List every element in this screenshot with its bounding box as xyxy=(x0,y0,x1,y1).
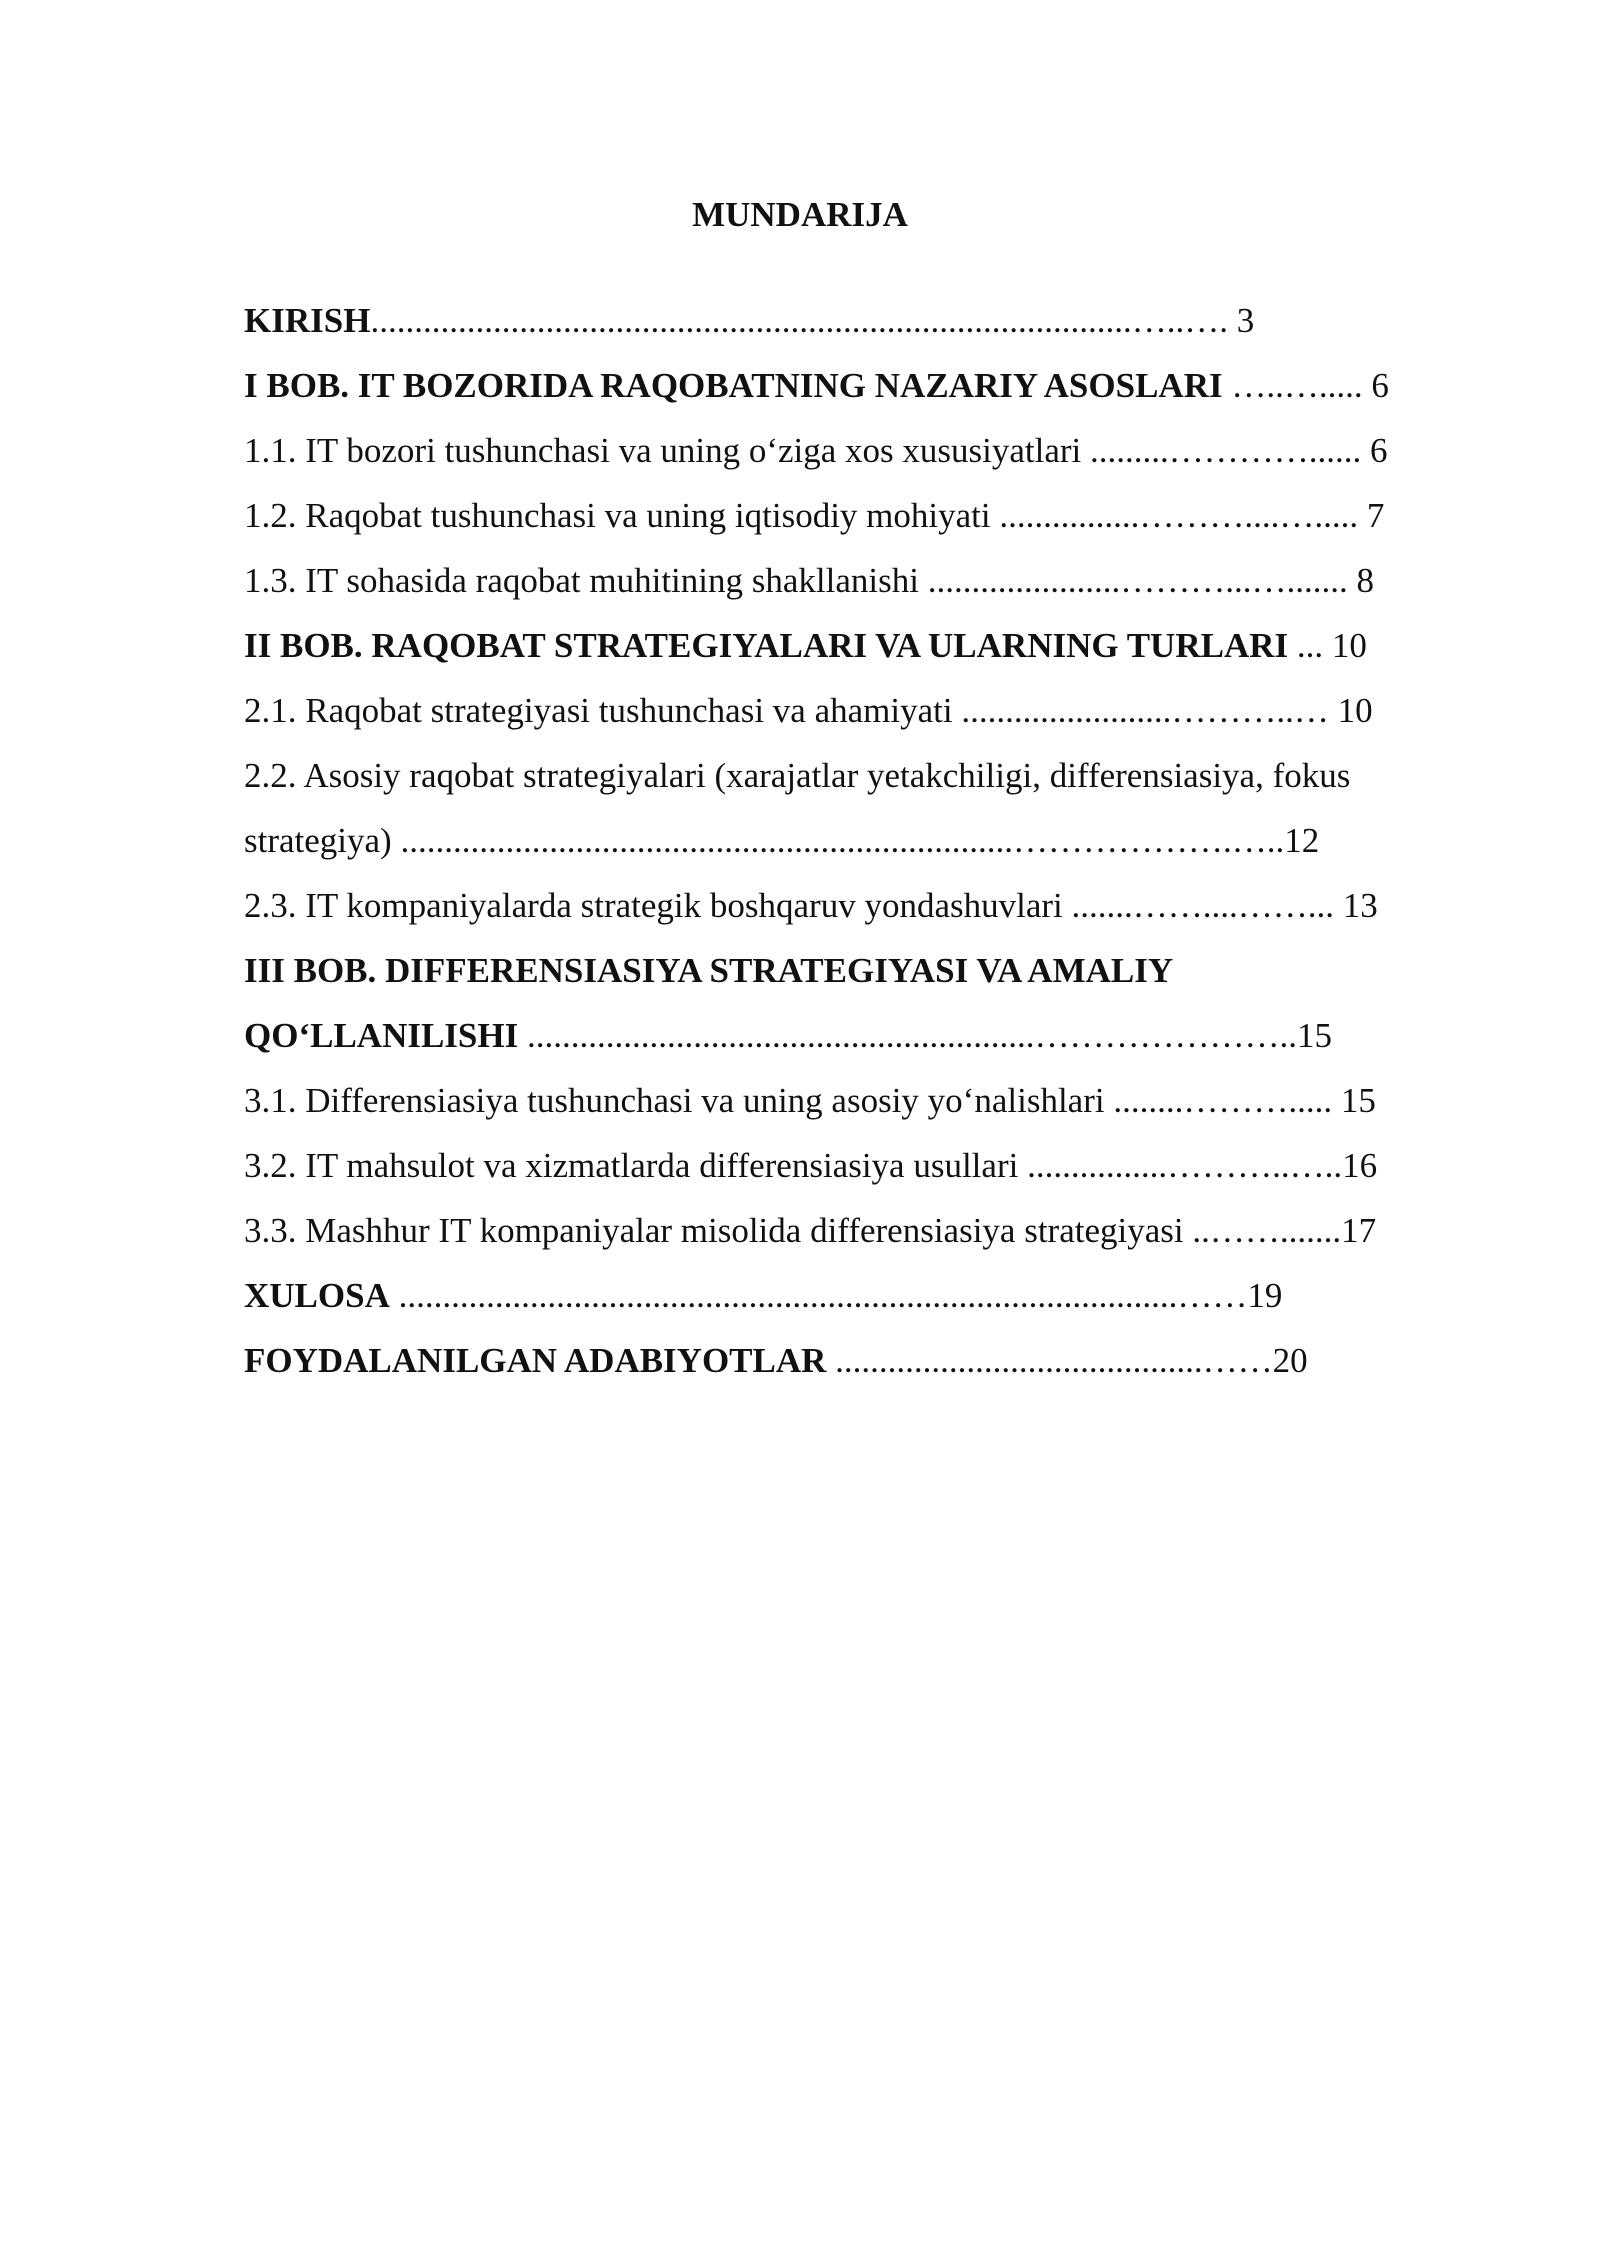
toc-entry-title: 2.2. Asosiy raqobat strategiyalari (xarajatlar yetakchiligi, differensiasiya, fokus xyxy=(244,756,1351,795)
toc-entry-page: 3 xyxy=(1236,301,1255,340)
toc-entry-title: III BOB. DIFFERENSIASIYA STRATEGIYASI VA AMALIY xyxy=(244,951,1174,990)
toc-entry-title: KIRISH xyxy=(244,301,371,340)
toc-entry-page: 8 xyxy=(1356,561,1374,600)
toc-entry-title: I BOB. IT BOZORIDA RAQOBATNING NAZARIY ASOSLARI xyxy=(244,366,1223,405)
toc-entry-page: 20 xyxy=(1272,1341,1308,1380)
toc-entry-title: FOYDALANILGAN ADABIYOTLAR xyxy=(244,1341,827,1380)
toc-entry-page: 6 xyxy=(1371,366,1389,405)
toc-entry-title-continued: QO‘LLANILISHI xyxy=(244,1016,519,1055)
toc-entry-leader: ................………....…..... xyxy=(990,496,1367,535)
toc-entry-page: 15 xyxy=(1297,1016,1332,1055)
toc-entry-leader: …..…..... xyxy=(1222,366,1372,405)
toc-entry-page: 13 xyxy=(1342,886,1378,925)
toc-entry-page: 10 xyxy=(1337,691,1373,730)
toc-entry-kirish xyxy=(244,288,1484,353)
toc-heading: MUNDARIJA xyxy=(692,195,908,234)
toc-entry-title: 1.1. IT bozori tushunchasi va uning o‘ziga xos xususiyatlari xyxy=(244,431,1082,470)
table-of-contents xyxy=(244,288,1484,1393)
toc-entry-leader: .........…………...... xyxy=(1081,431,1371,470)
toc-entry-title-continued: strategiya) xyxy=(244,821,392,860)
toc-entry-line xyxy=(244,808,1484,873)
toc-entry-leader: ..........................................................………………….. xyxy=(518,1016,1297,1055)
toc-entry-line xyxy=(244,1003,1484,1068)
toc-entry-3-2 xyxy=(244,1133,1484,1198)
toc-entry-leader: .........................................................................................…… xyxy=(389,1276,1248,1315)
toc-entry-1-1 xyxy=(244,418,1484,483)
toc-entry-leader: ........................………..… xyxy=(952,691,1338,730)
toc-entry-page: 10 xyxy=(1331,626,1367,665)
toc-entry-title: 3.2. IT mahsulot va xizmatlarda differensiasiya usullari xyxy=(244,1146,1019,1185)
toc-entry-title: II BOB. RAQOBAT STRATEGIYALARI VA ULARNING TURLARI xyxy=(244,626,1289,665)
toc-entry-1-3 xyxy=(244,548,1484,613)
toc-entry-xulosa xyxy=(244,1263,1484,1328)
toc-entry-title: 2.3. IT kompaniyalarda strategik boshqaruv yondashuvlari xyxy=(244,886,1063,925)
toc-entry-2-1 xyxy=(244,678,1484,743)
toc-entry-title: 2.1. Raqobat strategiyasi tushunchasi va ahamiyati xyxy=(244,691,953,730)
toc-entry-page: 19 xyxy=(1247,1276,1283,1315)
toc-entry-leader: ... xyxy=(1288,626,1332,665)
toc-entry-leader: .......................................................................................…..…. xyxy=(370,301,1237,340)
toc-entry-leader: .......……....……... xyxy=(1062,886,1343,925)
toc-entry-line xyxy=(244,938,1484,1003)
toc-entry-page: 6 xyxy=(1370,431,1388,470)
toc-entry-leader: ........………..... xyxy=(1104,1081,1341,1120)
toc-entry-page: 7 xyxy=(1366,496,1385,535)
toc-entry-title: 1.3. IT sohasida raqobat muhitining shakllanishi xyxy=(244,561,919,600)
toc-entry-page: 17 xyxy=(1341,1211,1377,1250)
toc-entry-leader: ......................………...…....... xyxy=(918,561,1357,600)
toc-entry-2-2 xyxy=(244,743,1484,873)
toc-entry-leader: ................………..….. xyxy=(1018,1146,1343,1185)
toc-entry-title: XULOSA xyxy=(244,1276,390,1315)
toc-entry-title: 3.1. Differensiasiya tushunchasi va uning asosiy yo‘nalishlari xyxy=(244,1081,1105,1120)
toc-entry-leader: ......................................................................……………….….. xyxy=(391,821,1285,860)
toc-entry-page: 16 xyxy=(1342,1146,1378,1185)
toc-entry-chapter-2 xyxy=(244,613,1484,678)
toc-entry-title: 1.2. Raqobat tushunchasi va uning iqtisodiy mohiyati xyxy=(244,496,991,535)
toc-entry-2-3 xyxy=(244,873,1484,938)
toc-entry-page: 12 xyxy=(1284,821,1320,860)
toc-entry-chapter-3 xyxy=(244,938,1484,1068)
toc-entry-3-3 xyxy=(244,1198,1484,1263)
toc-entry-page: 15 xyxy=(1340,1081,1376,1120)
toc-entry-adabiyotlar xyxy=(244,1328,1484,1393)
toc-entry-chapter-1 xyxy=(244,353,1484,418)
toc-entry-3-1 xyxy=(244,1068,1484,1133)
toc-entry-leader: ..........................................…… xyxy=(826,1341,1273,1380)
toc-entry-line xyxy=(244,743,1484,808)
toc-entry-leader: ..……....... xyxy=(1183,1211,1342,1250)
toc-entry-title: 3.3. Mashhur IT kompaniyalar misolida differensiasiya strategiyasi xyxy=(244,1211,1184,1250)
toc-entry-1-2 xyxy=(244,483,1484,548)
